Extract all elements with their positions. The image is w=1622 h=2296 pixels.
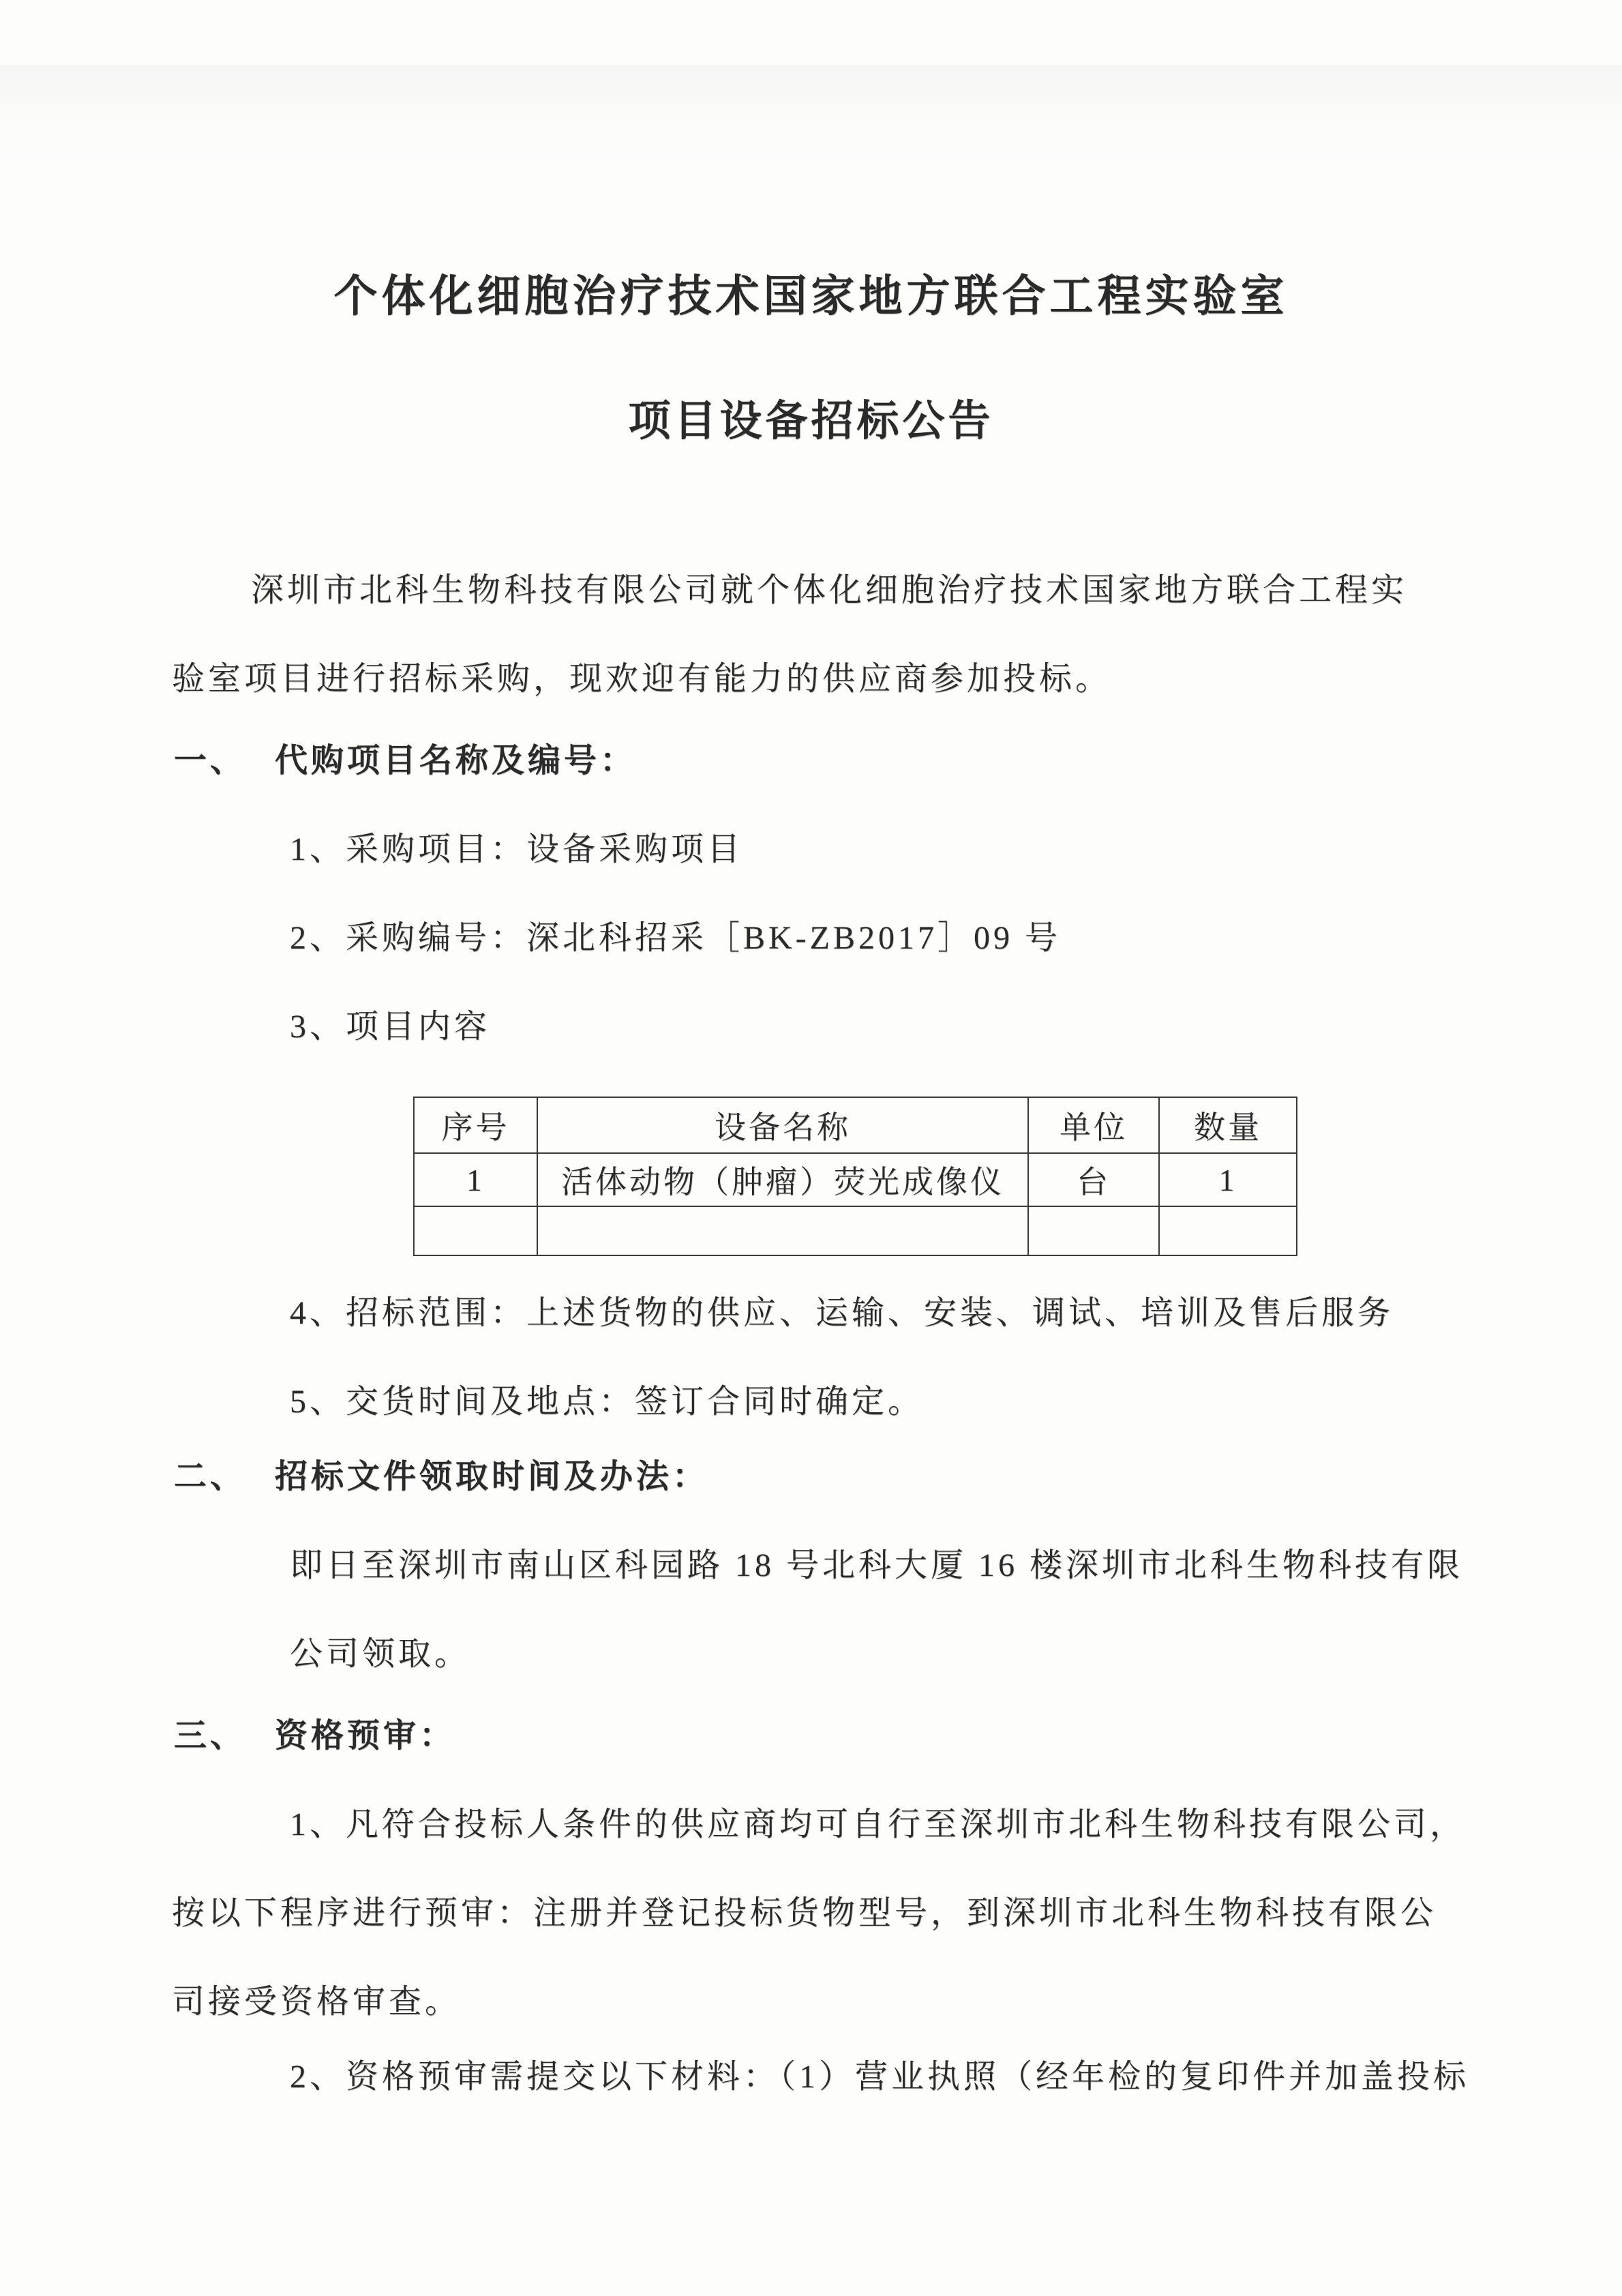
intro-line-1: 深圳市北科生物科技有限公司就个体化细胞治疗技术国家地方联合工程实 bbox=[251, 572, 1408, 608]
section-3-line-2: 按以下程序进行预审：注册并登记投标货物型号，到深圳市北科生物科技有限公 bbox=[172, 1895, 1437, 1931]
section-2-heading bbox=[174, 1458, 708, 1495]
cell-empty bbox=[537, 1206, 1028, 1255]
section-1-heading bbox=[174, 742, 636, 779]
header-serial-number: 序号 bbox=[414, 1097, 537, 1153]
table-header-row bbox=[414, 1097, 1297, 1153]
section-3-title: 资格预审： bbox=[275, 1718, 456, 1754]
document-title-line-1: 个体化细胞治疗技术国家地方联合工程实验室 bbox=[333, 272, 1289, 320]
section-2-line-1: 即日至深圳市南山区科园路 18 号北科大厦 16 楼深圳市北科生物科技有限 bbox=[290, 1547, 1464, 1583]
section-2-title: 招标文件领取时间及办法： bbox=[275, 1459, 709, 1495]
table-row bbox=[414, 1153, 1297, 1206]
equipment-table bbox=[413, 1097, 1297, 1256]
cell-serial-number: 1 bbox=[414, 1153, 537, 1206]
item-project-content: 3、项目内容 bbox=[290, 1009, 491, 1045]
section-3-line-1: 1、凡符合投标人条件的供应商均可自行至深圳市北科生物科技有限公司， bbox=[290, 1806, 1467, 1843]
document-title-line-2: 项目设备招标公告 bbox=[628, 398, 994, 445]
section-3-line-3: 司接受资格审查。 bbox=[172, 1984, 462, 2020]
section-3-heading bbox=[174, 1717, 455, 1755]
section-2-number: 二、 bbox=[174, 1459, 247, 1495]
cell-empty bbox=[414, 1206, 537, 1255]
header-quantity: 数量 bbox=[1159, 1097, 1297, 1153]
item-purchase-number: 2、采购编号：深北科招采［BK-ZB2017］09 号 bbox=[290, 920, 1062, 956]
cell-equipment-name: 活体动物（肿瘤）荧光成像仪 bbox=[537, 1153, 1028, 1206]
section-1-number: 一、 bbox=[174, 743, 247, 779]
header-unit: 单位 bbox=[1028, 1097, 1159, 1153]
intro-line-2: 验室项目进行招标采购，现欢迎有能力的供应商参加投标。 bbox=[172, 661, 1112, 697]
cell-unit: 台 bbox=[1028, 1153, 1159, 1206]
cell-empty bbox=[1028, 1206, 1159, 1255]
section-2-line-2: 公司领取。 bbox=[290, 1636, 471, 1672]
header-equipment-name: 设备名称 bbox=[537, 1097, 1028, 1153]
section-1-title: 代购项目名称及编号： bbox=[275, 743, 637, 779]
item-purchase-project: 1、采购项目：设备采购项目 bbox=[290, 831, 744, 867]
section-3-line-4: 2、资格预审需提交以下材料：（1）营业执照（经年检的复印件并加盖投标 bbox=[290, 2059, 1470, 2095]
cell-quantity: 1 bbox=[1159, 1153, 1297, 1206]
item-delivery: 5、交货时间及地点：签订合同时确定。 bbox=[290, 1384, 925, 1420]
section-3-number: 三、 bbox=[174, 1718, 247, 1754]
cell-empty bbox=[1159, 1206, 1297, 1255]
item-bid-scope: 4、招标范围：上述货物的供应、运输、安装、调试、培训及售后服务 bbox=[290, 1295, 1394, 1331]
table-row-empty bbox=[414, 1206, 1297, 1255]
